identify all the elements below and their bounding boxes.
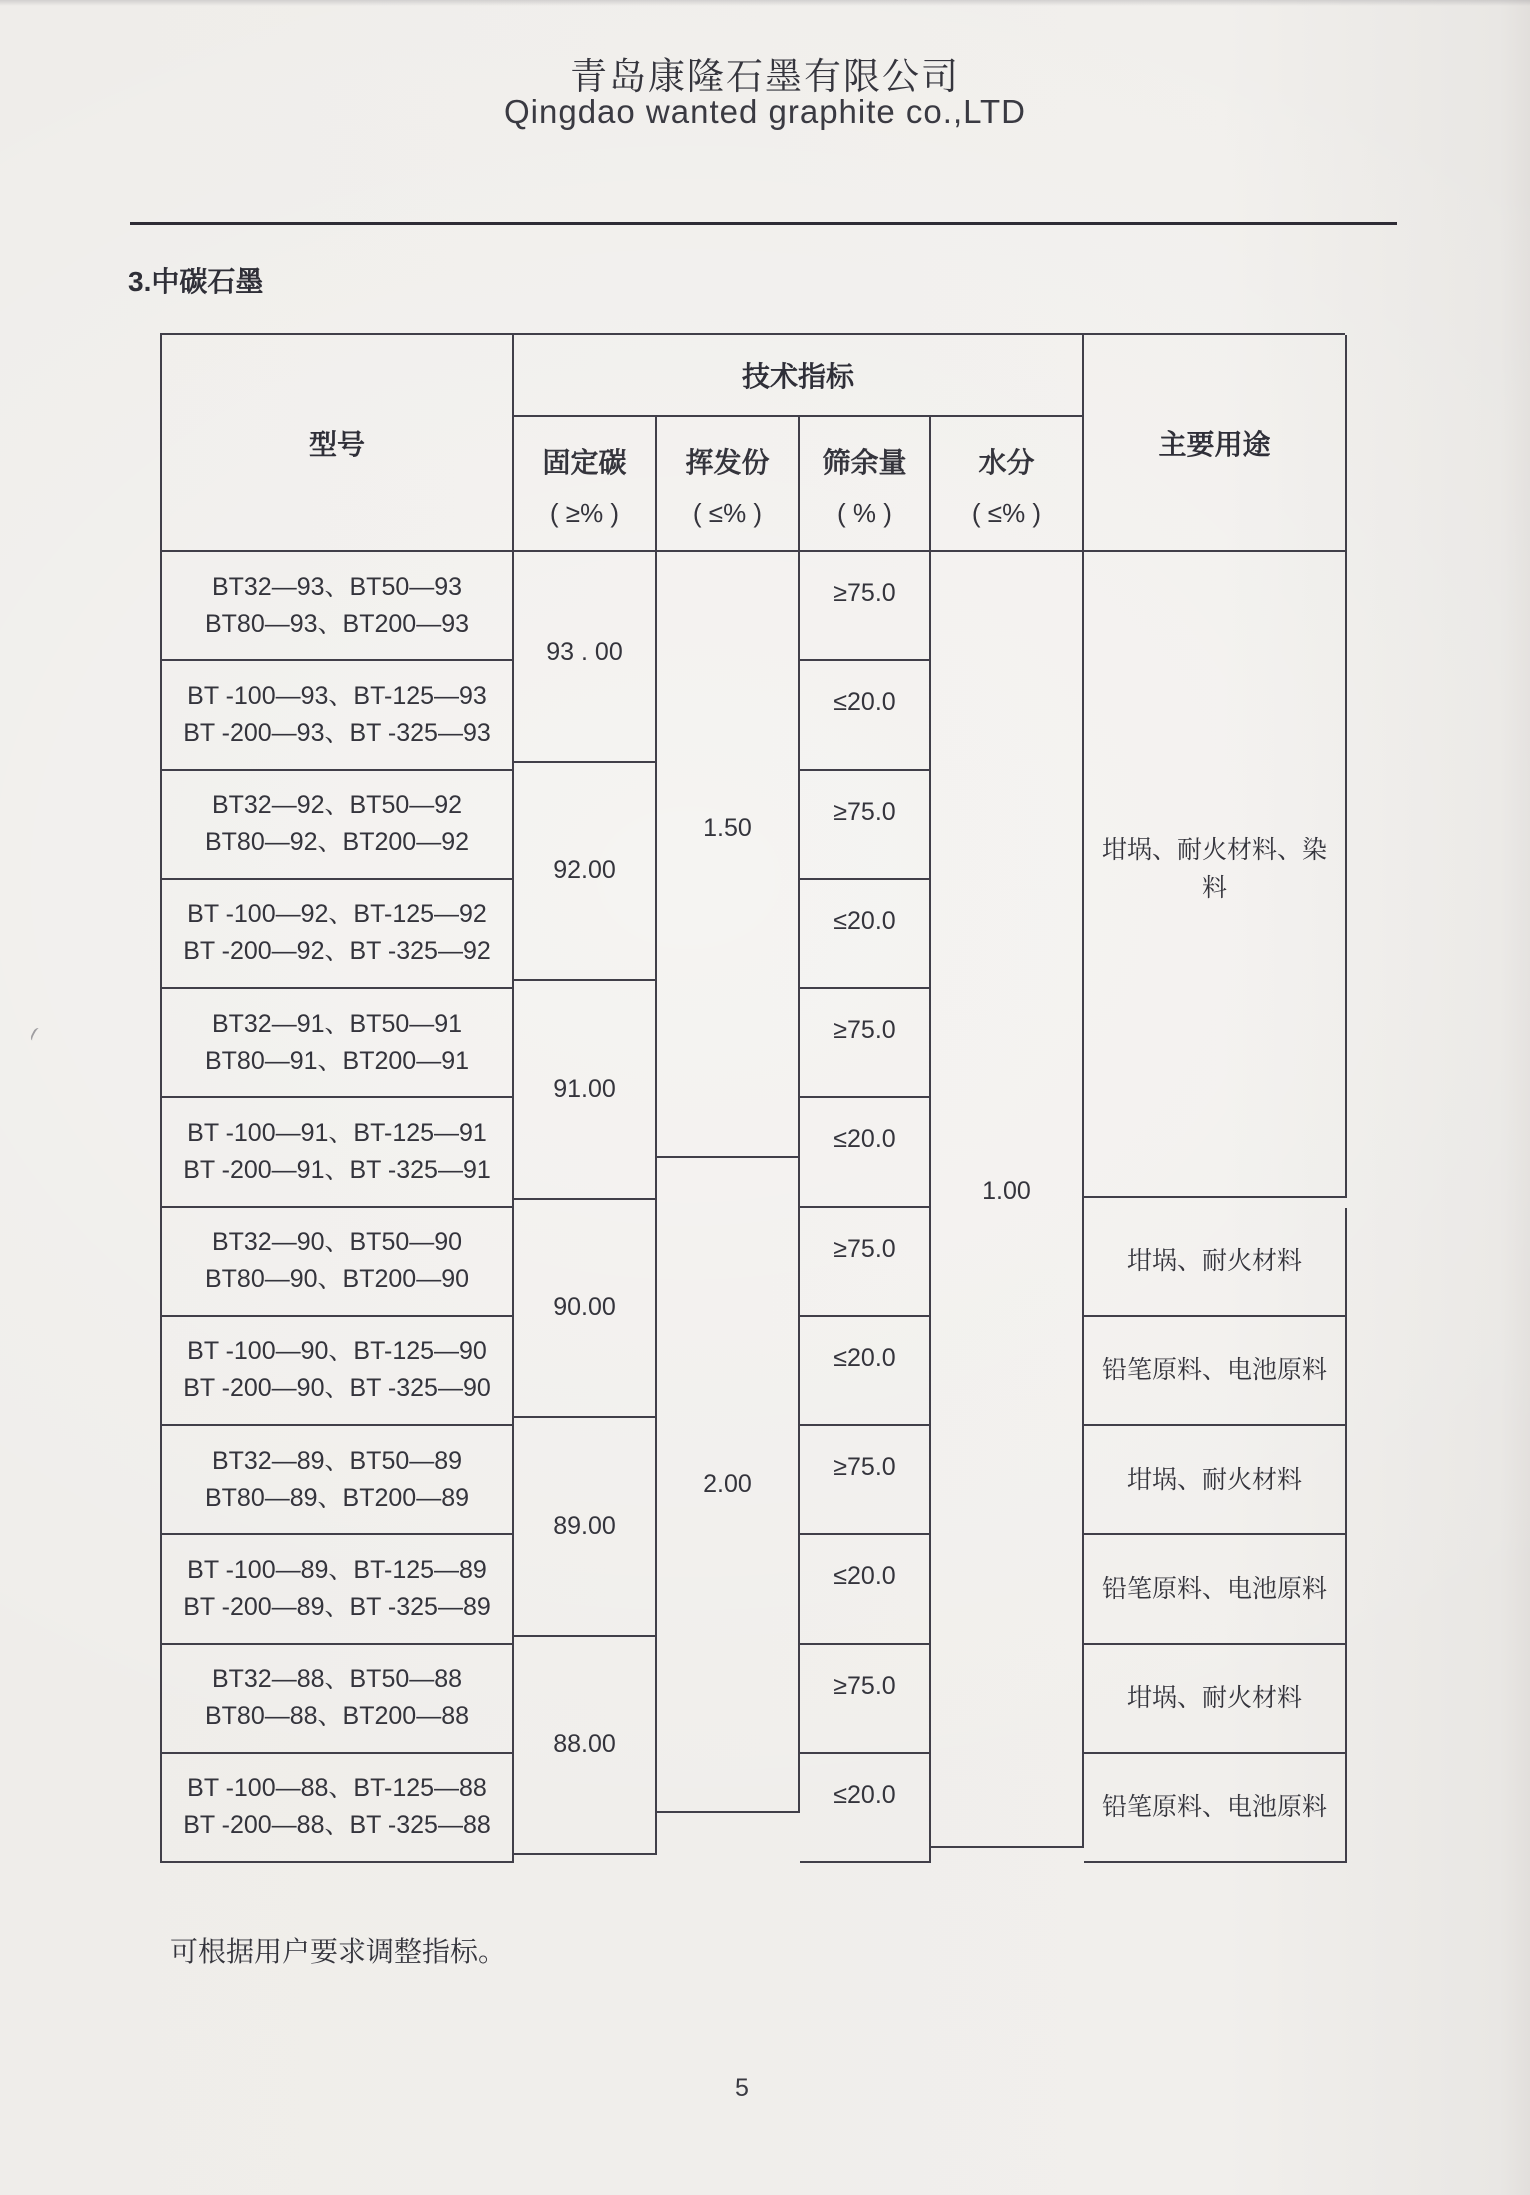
model-line: BT -200—92、BT -325—92	[183, 937, 491, 966]
company-title-cn: 青岛康隆石墨有限公司	[570, 56, 960, 97]
model-line: BT80—93、BT200—93	[204, 609, 470, 638]
model-cell	[162, 661, 514, 770]
model-line: BT80—91、BT200—91	[204, 1046, 470, 1075]
fixed-carbon-value-cell: 92.00	[514, 763, 657, 982]
sieve-value-cell: ≥75.0	[800, 1208, 931, 1317]
fixed-carbon-value-cell: 88.00	[514, 1637, 657, 1856]
model-cell	[162, 1535, 514, 1644]
main-use-cell: 铅笔原料、电池原料	[1084, 1535, 1347, 1644]
model-line: BT32—89、BT50—89	[211, 1446, 463, 1475]
main-use-header-cell: 主要用途	[1084, 335, 1347, 552]
sieve-value-cell: ≤20.0	[800, 1754, 931, 1863]
volatile-header-label: 挥发份	[685, 446, 770, 478]
model-line: BT32—88、BT50—88	[211, 1665, 463, 1694]
sieve-value-cell: ≥75.0	[800, 771, 931, 880]
scan-artifact-mark	[29, 1027, 44, 1044]
sieve-residue-header-label: 筛余量	[822, 446, 907, 478]
model-line: BT -200—93、BT -325—93	[183, 718, 491, 747]
model-cell	[162, 1098, 514, 1207]
page-number: 5	[735, 2074, 749, 2102]
sieve-residue-header-unit: ( % )	[837, 497, 892, 528]
fixed-carbon-header-label: 固定碳	[542, 446, 627, 478]
company-title-en: Qingdao wanted graphite co.,LTD	[503, 93, 1027, 130]
sieve-value-cell: ≥75.0	[800, 1426, 931, 1535]
model-line: BT32—91、BT50—91	[211, 1009, 463, 1038]
spec-table	[160, 333, 1345, 1863]
model-line: BT -100—92、BT-125—92	[187, 900, 487, 929]
volatile-value-cell: 1.50	[657, 502, 800, 1158]
sieve-value-cell: ≤20.0	[800, 1098, 931, 1207]
fixed-carbon-value-cell: 90.00	[514, 1200, 657, 1419]
model-cell	[162, 771, 514, 880]
model-cell	[162, 989, 514, 1098]
sieve-value-cell: ≥75.0	[800, 1645, 931, 1754]
footer-note: 可根据用户要求调整指标。	[170, 1936, 507, 1967]
fixed-carbon-value-cell: 93 . 00	[514, 544, 657, 763]
model-line: BT32—93、BT50—93	[211, 572, 463, 601]
moisture-header-unit: ( ≤% )	[971, 497, 1042, 528]
model-line: BT -200—91、BT -325—91	[183, 1155, 491, 1184]
model-line: BT80—89、BT200—89	[204, 1483, 470, 1512]
fixed-carbon-header-unit: ( ≥% )	[549, 497, 620, 528]
header-divider-rule	[130, 222, 1397, 225]
moisture-value-cell: 1.00	[931, 537, 1084, 1848]
main-use-cell: 坩埚、耐火材料	[1084, 1645, 1347, 1754]
model-line: BT -100—91、BT-125—91	[187, 1118, 487, 1147]
model-cell	[162, 1317, 514, 1426]
model-line: BT80—92、BT200—92	[204, 828, 470, 857]
model-line: BT -100—93、BT-125—93	[187, 681, 487, 710]
volatile-header-unit: ( ≤% )	[692, 497, 763, 528]
model-line: BT32—90、BT50—90	[211, 1228, 463, 1257]
model-line: BT -200—88、BT -325—88	[183, 1811, 491, 1840]
model-cell	[162, 1645, 514, 1754]
main-use-cell: 坩埚、耐火材料	[1084, 1208, 1347, 1317]
sieve-value-cell: ≤20.0	[800, 880, 931, 989]
main-use-cell: 坩埚、耐火材料	[1084, 1426, 1347, 1535]
moisture-header-cell	[931, 417, 1084, 552]
sieve-value-cell: ≤20.0	[800, 1317, 931, 1426]
fixed-carbon-value-cell: 89.00	[514, 1418, 657, 1637]
model-line: BT -200—89、BT -325—89	[183, 1592, 491, 1621]
main-use-cell: 铅笔原料、电池原料	[1084, 1754, 1347, 1863]
model-cell	[162, 1754, 514, 1863]
sieve-value-cell: ≤20.0	[800, 1535, 931, 1644]
model-line: BT -100—89、BT-125—89	[187, 1555, 487, 1584]
model-line: BT -200—90、BT -325—90	[183, 1374, 491, 1403]
sieve-residue-header-cell	[800, 417, 931, 552]
model-cell	[162, 552, 514, 661]
model-line: BT80—90、BT200—90	[204, 1265, 470, 1294]
main-use-cell: 铅笔原料、电池原料	[1084, 1317, 1347, 1426]
model-cell	[162, 1426, 514, 1535]
model-line: BT32—92、BT50—92	[211, 791, 463, 820]
sieve-value-cell: ≤20.0	[800, 661, 931, 770]
main-use-cell: 坩埚、耐火材料、染料	[1084, 542, 1347, 1198]
model-line: BT -100—90、BT-125—90	[187, 1337, 487, 1366]
sieve-value-cell: ≥75.0	[800, 552, 931, 661]
section-title: 3.中碳石墨	[128, 266, 264, 297]
scan-edge-shadow	[0, 0, 1530, 6]
volatile-value-cell: 2.00	[657, 1158, 800, 1814]
model-line: BT80—88、BT200—88	[204, 1702, 470, 1731]
model-cell	[162, 880, 514, 989]
moisture-header-label: 水分	[978, 446, 1035, 478]
model-header-cell: 型号	[162, 335, 514, 552]
fixed-carbon-header-cell	[514, 417, 657, 552]
model-line: BT -100—88、BT-125—88	[187, 1774, 487, 1803]
fixed-carbon-value-cell: 91.00	[514, 981, 657, 1200]
sieve-value-cell: ≥75.0	[800, 989, 931, 1098]
model-cell	[162, 1208, 514, 1317]
tech-indicators-header-cell: 技术指标	[514, 335, 1084, 417]
